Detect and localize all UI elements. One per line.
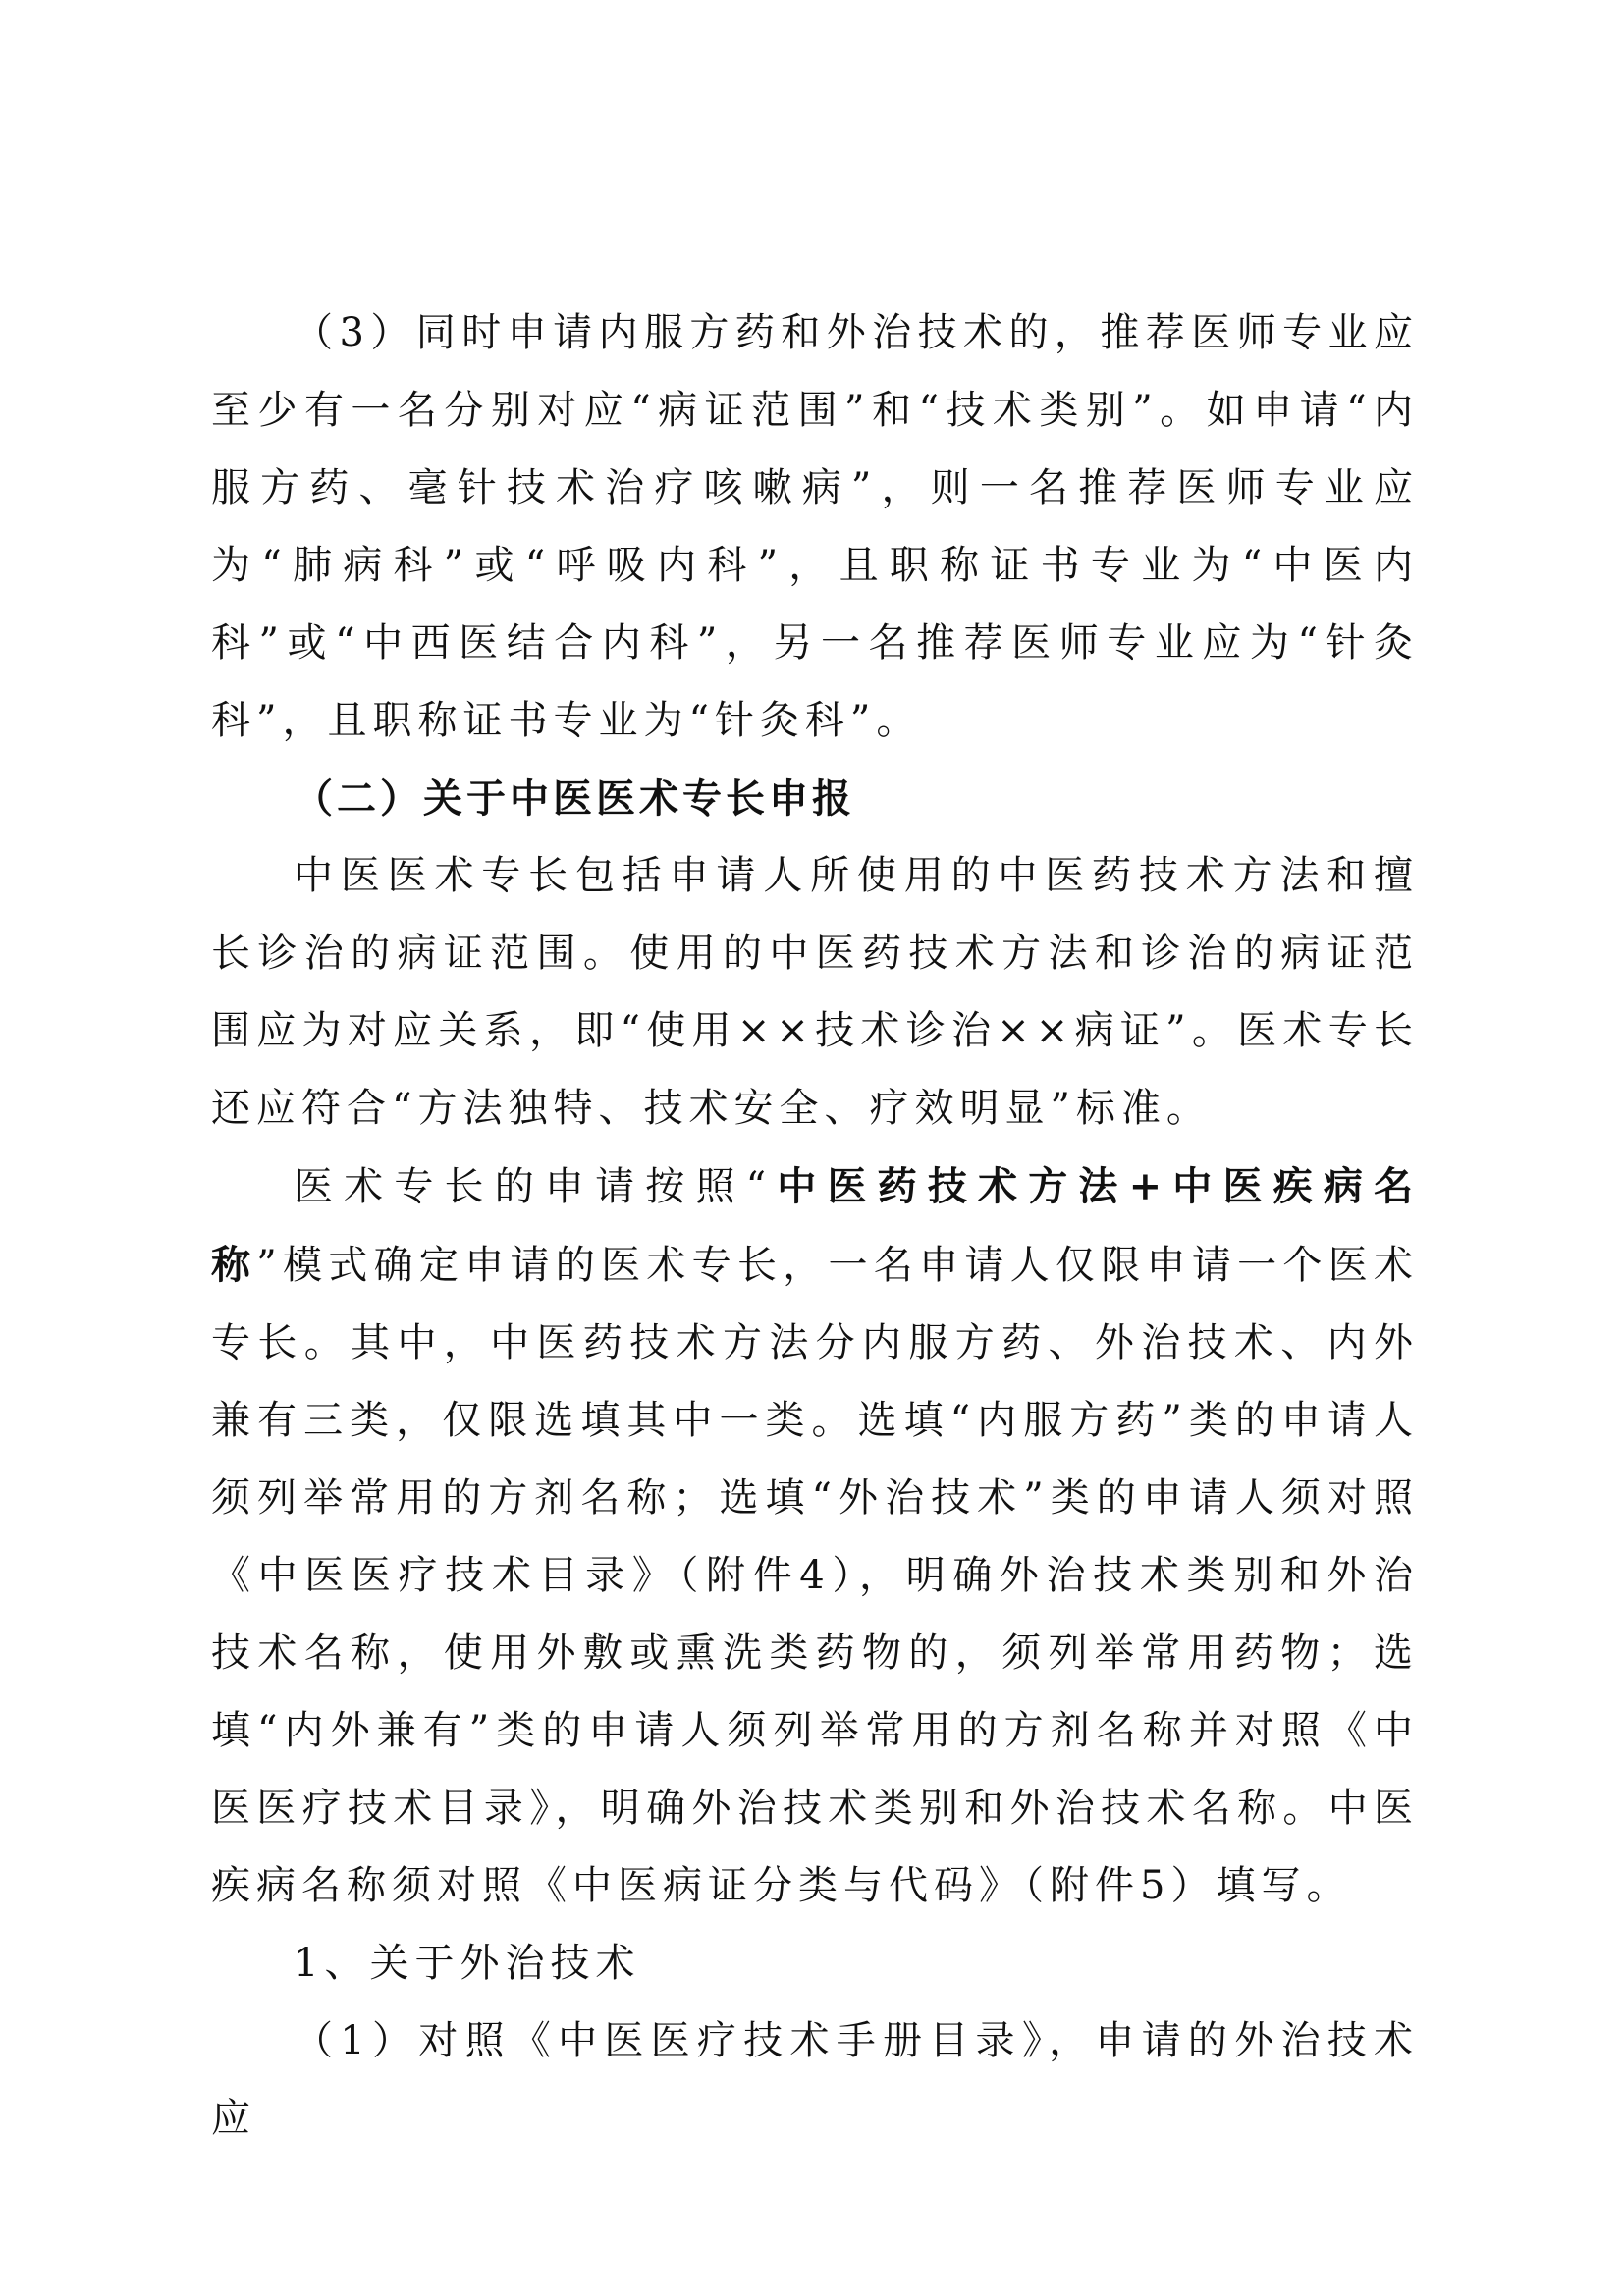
paragraph-specialty-application-mode bbox=[211, 1148, 1419, 1925]
paragraph-recommending-physician-rule: （3）同时申请内服方药和外治技术的，推荐医师专业应至少有一名分别对应“病证范围”和“技术类别”。如申请“内服方药、毫针技术治疗咳嗽病”，则一名推荐医师专业应为“肺病科”或“呼吸内科”，且职称证书专业为“中医内科”或“中西医结合内科”，另一名推荐医师专业应为“针灸科”，且职称证书专业为“针灸科”。 bbox=[211, 310, 1419, 743]
paragraph-specialty-definition: 中医医术专长包括申请人所使用的中医药技术方法和擅长诊治的病证范围。使用的中医药技术方法和诊治的病证范围应为对应关系，即“使用××技术诊治××病证”。医术专长还应符合“方法独特、技术安全、疗效明显”标准。 bbox=[211, 853, 1419, 1131]
mode-text-before: 医术专长的申请按照“ bbox=[294, 1164, 773, 1209]
section-heading-medical-specialty: （二）关于中医医术专长申报 bbox=[294, 775, 855, 822]
subsection-heading-external-treatment: 1、关于外治技术 bbox=[294, 1941, 641, 1986]
paragraph-external-treatment-item-1: （1）对照《中医医疗技术手册目录》，申请的外治技术应 bbox=[211, 2018, 1419, 2141]
mode-bold-phrase: 中医药技术方法+中医疾病名称 bbox=[211, 1163, 1420, 1288]
document-body bbox=[211, 294, 1419, 2158]
mode-text-after: ”模式确定申请的医术专长，一名申请人仅限申请一个医术专长。其中，中医药技术方法分内服方药、外治技术、内外兼有三类，仅限选填其中一类。选填“内服方药”类的申请人须列举常用的方剂名称；选填“外治技术”类的申请人须对照《中医医疗技术目录》（附件4），明确外治技术类别和外治技术名称，使用外敷或熏洗类药物的，须列举常用药物；选填“内外兼有”类的申请人须列举常用的方剂名称并对照《中医医疗技术目录》，明确外治技术类别和外治技术名称。中医疾病名称须对照《中医病证分类与代码》（附件5）填写。 bbox=[211, 1243, 1420, 1908]
